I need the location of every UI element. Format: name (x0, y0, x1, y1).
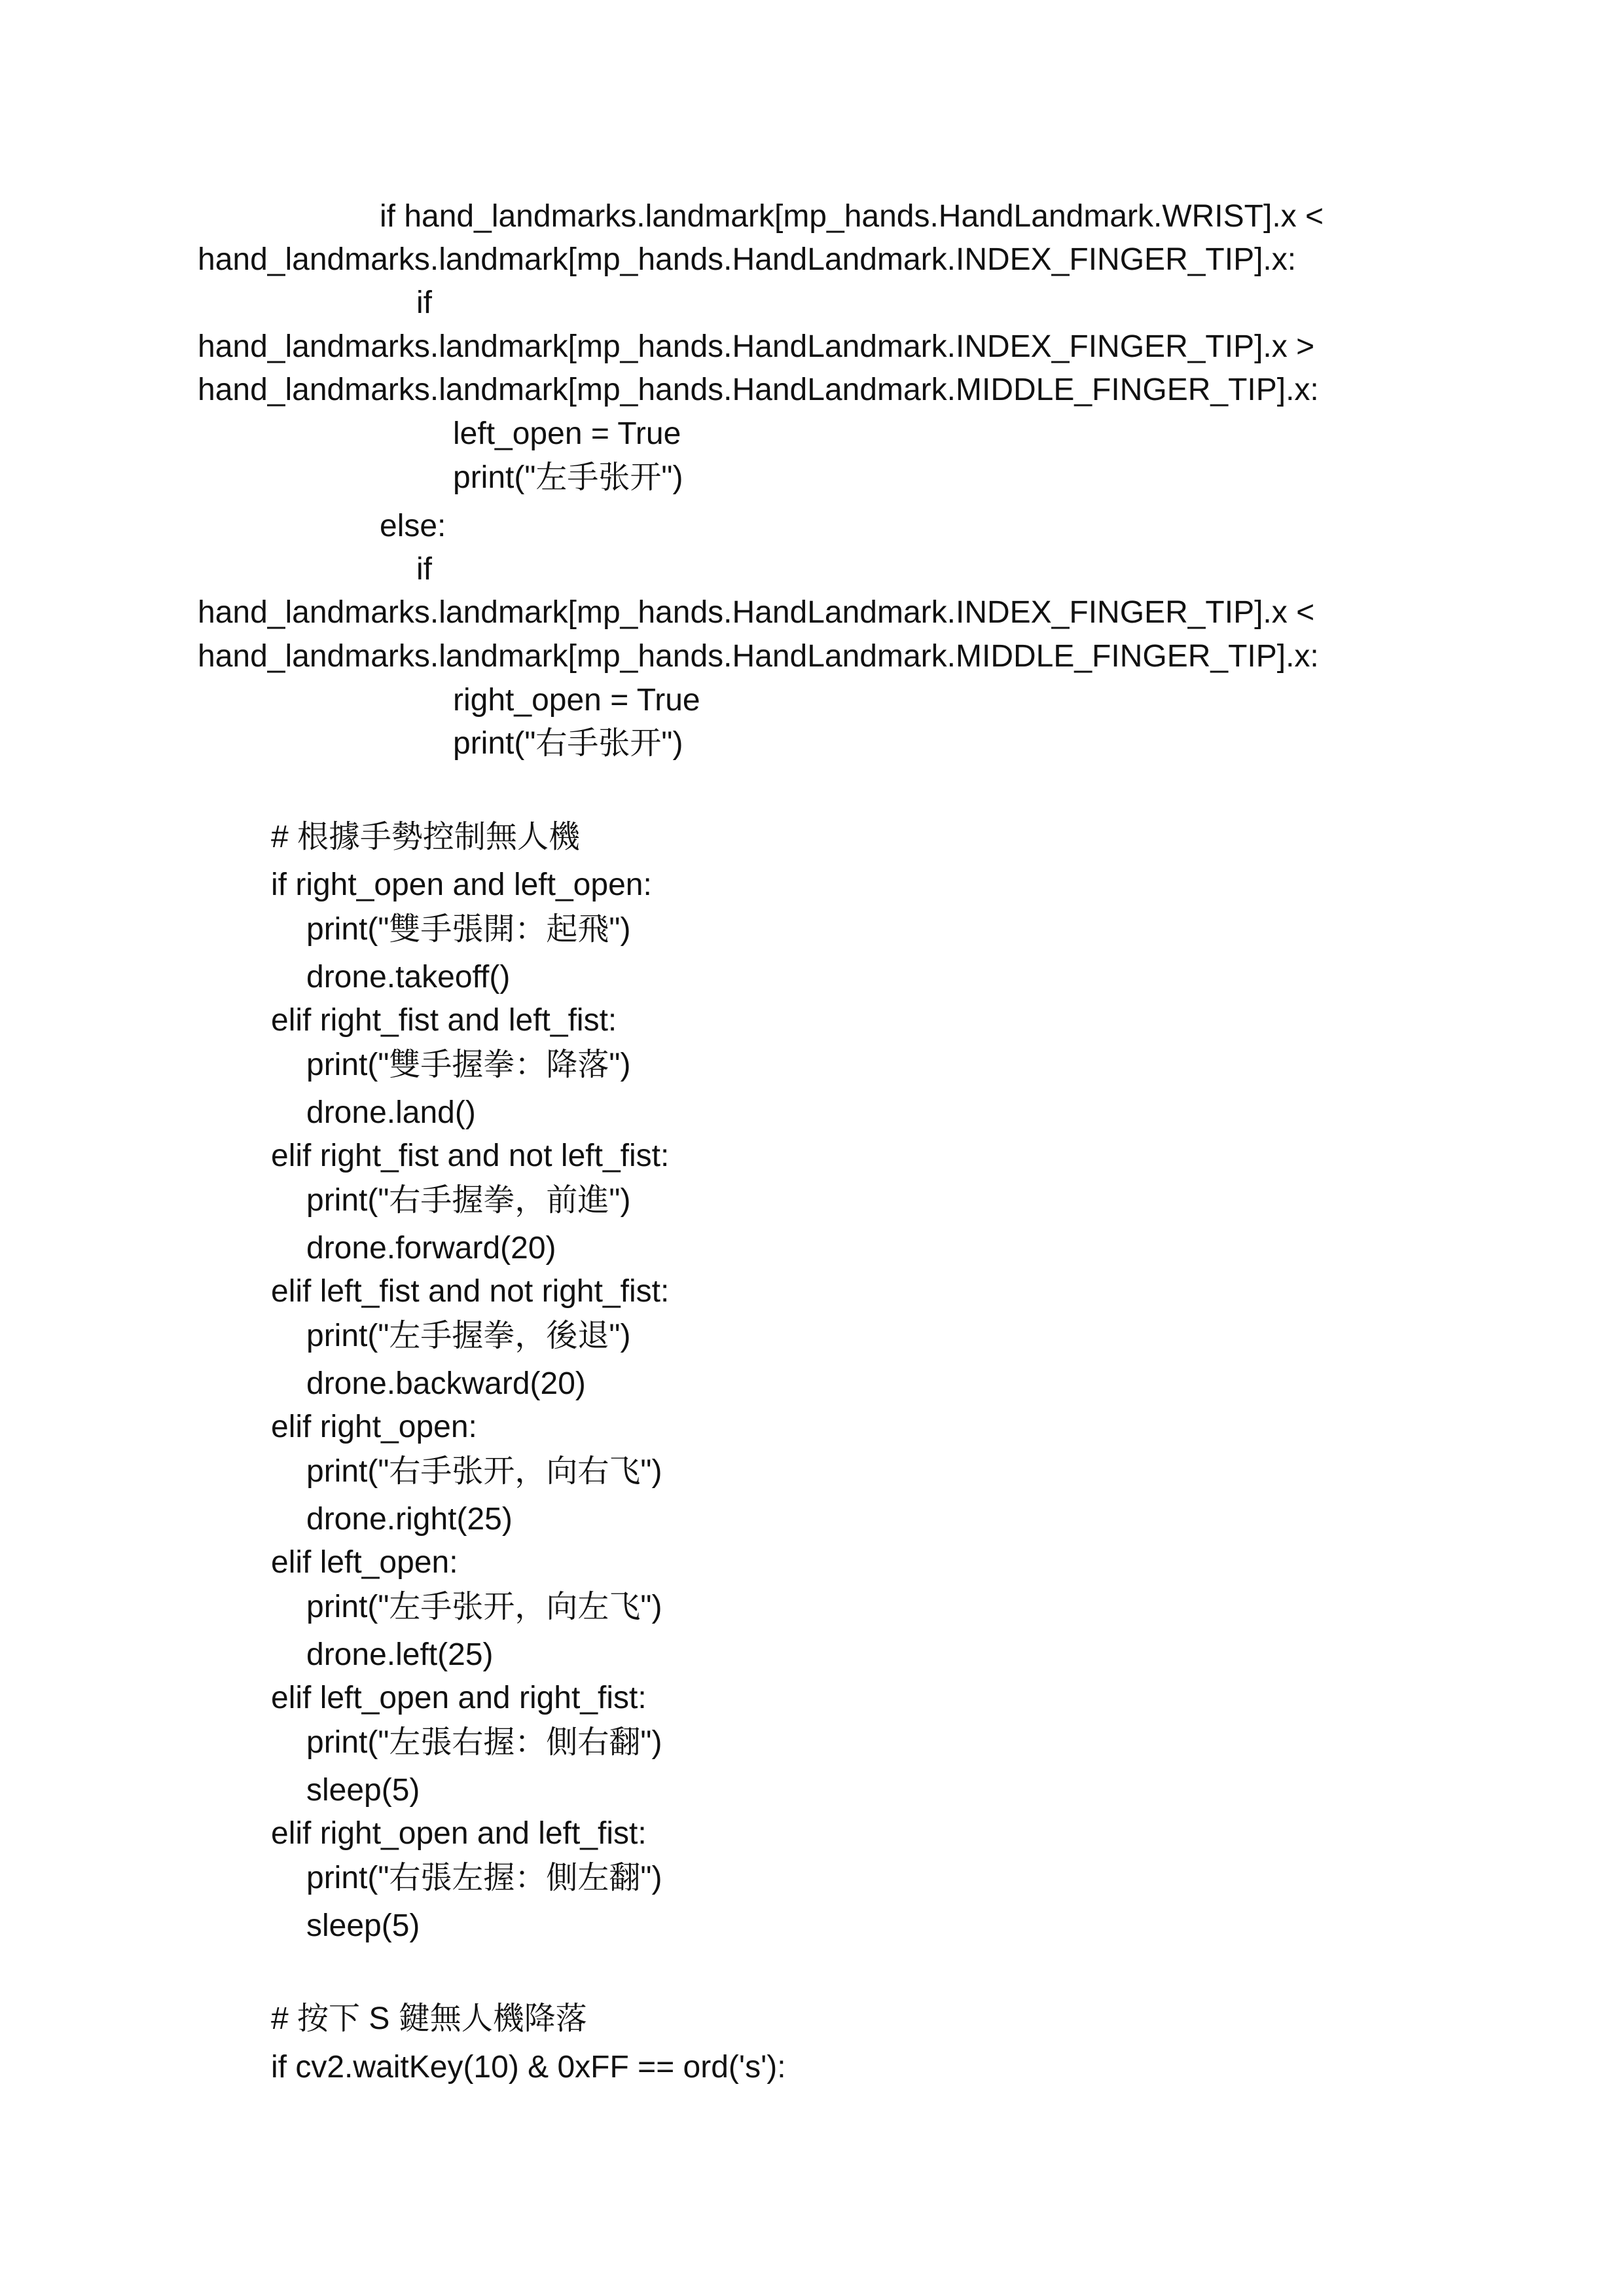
code-line: sleep(5) (306, 1773, 420, 1808)
code-line: drone.backward(20) (306, 1366, 586, 1401)
code-line: print("左手张开") (453, 460, 683, 495)
code-line: hand_landmarks.landmark[mp_hands.HandLandmark.INDEX_FINGER_TIP].x > (198, 329, 1315, 364)
code-line: print("雙手張開：起飛") (306, 912, 631, 947)
code-line: print("右手张开") (453, 726, 683, 761)
code-line: drone.right(25) (306, 1502, 513, 1537)
code-line: elif right_open and left_fist: (271, 1816, 647, 1851)
code-line: drone.takeoff() (306, 960, 511, 994)
code-line: print("左張右握：側右翻") (306, 1725, 662, 1760)
code-line: print("雙手握拳：降落") (306, 1048, 631, 1082)
code-line: elif right_fist and left_fist: (271, 1003, 617, 1038)
comment-line: # 按下 S 鍵無人機降落 (271, 2001, 587, 2036)
code-line: drone.land() (306, 1095, 476, 1130)
code-line: print("右手握拳，前進") (306, 1183, 631, 1218)
code-line: hand_landmarks.landmark[mp_hands.HandLandmark.INDEX_FINGER_TIP].x < (198, 595, 1315, 630)
code-line: elif left_fist and not right_fist: (271, 1274, 670, 1309)
code-line: if (416, 285, 432, 320)
code-line: if (416, 552, 432, 587)
code-line: hand_landmarks.landmark[mp_hands.HandLandmark.MIDDLE_FINGER_TIP].x: (198, 373, 1319, 407)
code-line: elif right_fist and not left_fist: (271, 1139, 670, 1173)
comment-line: # 根據手勢控制無人機 (271, 820, 581, 854)
code-line: drone.forward(20) (306, 1231, 556, 1266)
code-line: print("右張左握：側左翻") (306, 1861, 662, 1895)
code-line: hand_landmarks.landmark[mp_hands.HandLandmark.INDEX_FINGER_TIP].x: (198, 242, 1297, 277)
code-line: right_open = True (453, 683, 700, 718)
code-line: if cv2.waitKey(10) & 0xFF == ord('s'): (271, 2050, 786, 2085)
code-line: if hand_landmarks.landmark[mp_hands.HandLandmark.WRIST].x < (380, 199, 1324, 234)
code-line: elif left_open: (271, 1545, 458, 1580)
code-line: else: (380, 509, 446, 543)
code-line: print("左手握拳，後退") (306, 1319, 631, 1353)
code-line: hand_landmarks.landmark[mp_hands.HandLandmark.MIDDLE_FINGER_TIP].x: (198, 639, 1319, 674)
code-line: drone.left(25) (306, 1637, 494, 1672)
code-line: elif right_open: (271, 1410, 477, 1444)
code-line: print("左手张开，向左飞") (306, 1590, 662, 1624)
code-line: print("右手张开，向右飞") (306, 1454, 662, 1489)
code-line: sleep(5) (306, 1908, 420, 1943)
code-line: if right_open and left_open: (271, 867, 652, 902)
code-line: left_open = True (453, 416, 681, 451)
code-line: elif left_open and right_fist: (271, 1681, 647, 1715)
